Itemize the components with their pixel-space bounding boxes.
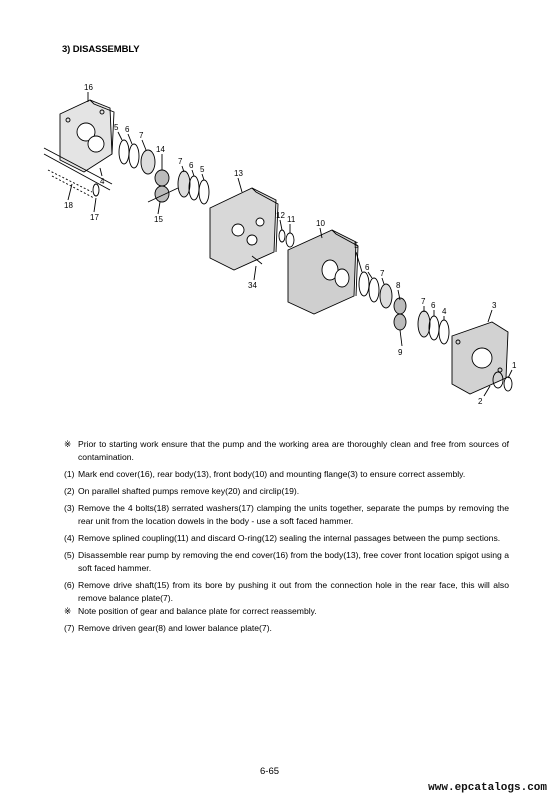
label-6: 6: [125, 125, 130, 134]
label-6: 6: [189, 161, 194, 170]
note-marker: ※: [64, 606, 72, 616]
label-7: 7: [139, 131, 144, 140]
instruction-step: [64, 502, 509, 528]
label-9: 9: [398, 348, 403, 357]
label-6: 6: [365, 263, 370, 272]
instruction-text: Note position of gear and balance plate for correct reassembly.: [78, 606, 317, 616]
instruction-step: [64, 532, 509, 545]
instruction-text: On parallel shafted pumps remove key(20) and circlip(19).: [78, 486, 300, 496]
label-5: 5: [354, 241, 359, 250]
step-number: (5): [64, 550, 75, 560]
label-34: 34: [248, 281, 257, 290]
label-7: 7: [380, 269, 385, 278]
step-number: (2): [64, 486, 75, 496]
watermark: www.epcatalogs.com: [428, 782, 547, 794]
note-marker: ※: [64, 439, 72, 449]
step-number: (1): [64, 469, 75, 479]
label-4: 4: [442, 307, 447, 316]
instruction-text: Remove the 4 bolts(18) serrated washers(17) clamping the units together, separate the pumps by removing the rear unit from the location dowels in the body - use a soft faced hammer.: [78, 503, 509, 526]
instruction-text: Remove drive shaft(15) from its bore by pushing it out from the connection hole in the rear face, this will also remove balance plate(7).: [78, 580, 509, 603]
label-1: 1: [512, 361, 517, 370]
instruction-text: Prior to starting work ensure that the pump and the working area are thoroughly clean and free from sources of contamination.: [78, 439, 509, 462]
instruction-note: [64, 438, 509, 464]
label-5: 5: [114, 123, 119, 132]
pump-exploded-drawing: [38, 74, 528, 414]
label-7: 7: [421, 297, 426, 306]
label-2: 2: [478, 397, 483, 406]
step-number: (7): [64, 623, 75, 633]
label-14: 14: [156, 145, 165, 154]
label-15: 15: [154, 215, 163, 224]
label-11: 11: [287, 215, 296, 224]
label-5: 5: [200, 165, 205, 174]
instruction-step: [64, 549, 509, 575]
label-4: 4: [100, 177, 105, 186]
page-number: 6-65: [260, 766, 280, 777]
instruction-note: [64, 605, 509, 618]
step-number: (4): [64, 533, 75, 543]
label-3: 3: [492, 301, 497, 310]
instruction-text: Disassemble rear pump by removing the end cover(16) from the body(13), free cover front location spigot using a soft faced hammer.: [78, 550, 509, 573]
label-8: 8: [396, 281, 401, 290]
instruction-step: [64, 485, 509, 498]
label-10: 10: [316, 219, 325, 228]
label-7: 7: [178, 157, 183, 166]
step-number: (3): [64, 503, 75, 513]
step-number: (6): [64, 580, 75, 590]
section-title: 3) DISASSEMBLY: [62, 44, 140, 55]
exploded-view-diagram: [38, 74, 528, 414]
label-13: 13: [234, 169, 243, 178]
label-6: 6: [431, 301, 436, 310]
label-18: 18: [64, 201, 73, 210]
instruction-text: Remove splined coupling(11) and discard O-ring(12) sealing the internal passages between the pump sections.: [78, 533, 501, 543]
label-16: 16: [84, 83, 93, 92]
label-12: 12: [276, 211, 285, 220]
label-17: 17: [90, 213, 99, 222]
instruction-list: [64, 438, 509, 639]
instruction-step: [64, 622, 509, 635]
instruction-step: [64, 468, 509, 481]
instruction-text: Remove driven gear(8) and lower balance plate(7).: [78, 623, 272, 633]
instruction-step: [64, 579, 509, 605]
instruction-text: Mark end cover(16), rear body(13), front body(10) and mounting flange(3) to ensure correct assembly.: [78, 469, 466, 479]
